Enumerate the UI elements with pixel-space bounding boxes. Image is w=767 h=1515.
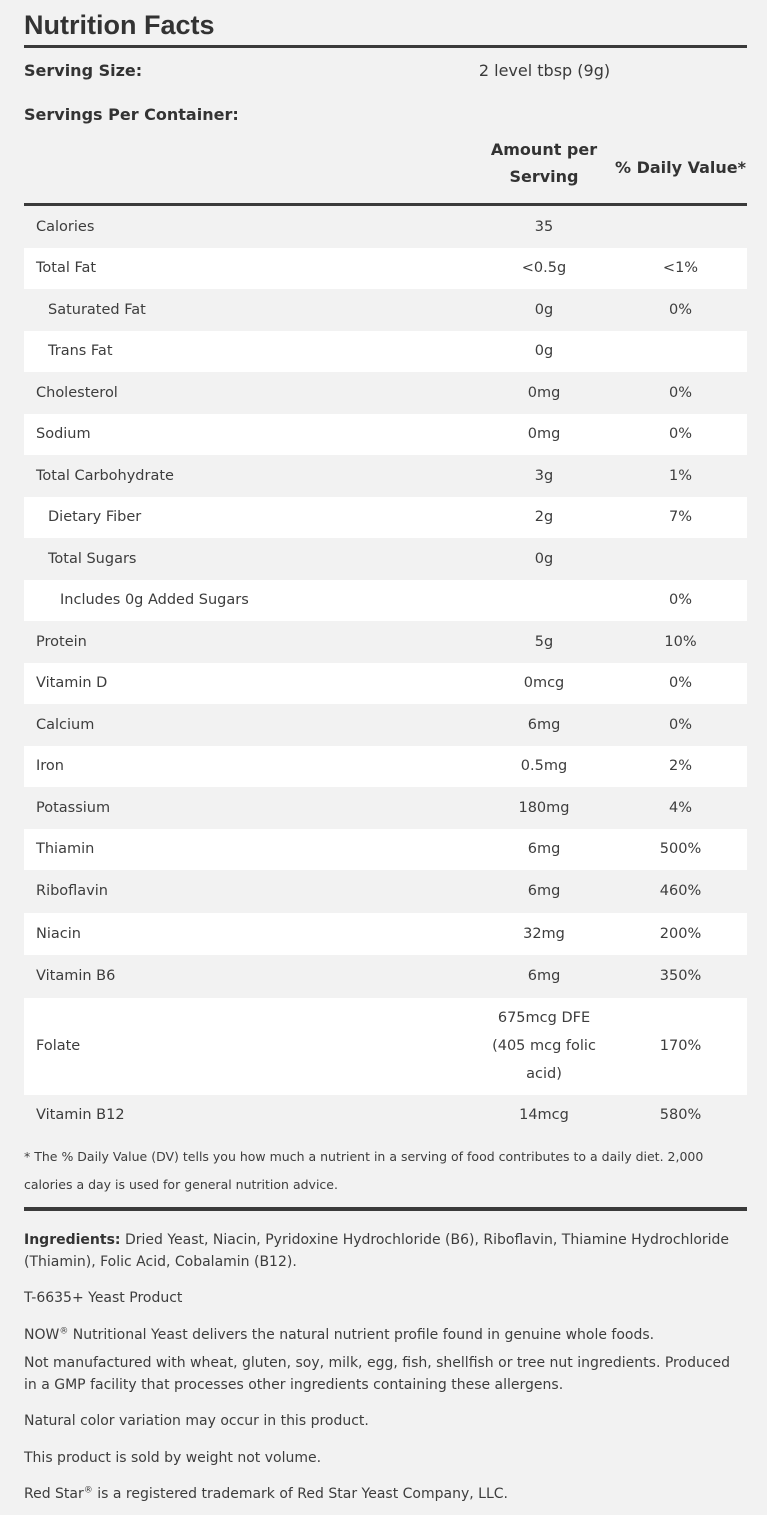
table-row — [24, 787, 747, 829]
nutrient-amount: 0mcg — [523, 675, 565, 692]
table-row — [24, 829, 747, 871]
nutrient-name: Total Sugars — [48, 550, 137, 567]
nutrient-name: Niacin — [36, 925, 81, 942]
color-note: Natural color variation may occur in this product. — [24, 1413, 369, 1429]
nutrient-name: Saturated Fat — [48, 301, 146, 318]
table-row — [24, 621, 747, 663]
nutrient-amount: 180mg — [518, 799, 570, 816]
serving-size-label: Serving Size: — [24, 61, 143, 80]
nutrient-name: Calcium — [36, 716, 95, 733]
ingredients-text: Dried Yeast, Niacin, Pyridoxine Hydrochloride (B6), Riboflavin, Thiamine Hydrochloride (Thiamin), Folic Acid, Cobalamin (B12). — [24, 1232, 730, 1270]
nutrient-name: Includes 0g Added Sugars — [60, 592, 249, 609]
table-row — [24, 497, 747, 539]
nutrient-name: Potassium — [36, 799, 111, 816]
nutrient-daily-value: 500% — [659, 841, 702, 858]
table-row — [24, 248, 747, 290]
serving-size-row — [24, 48, 747, 93]
nutrient-daily-value: 0% — [668, 716, 692, 733]
amount-column-header: Amount per Serving — [490, 140, 598, 186]
nutrient-name: Iron — [36, 758, 64, 775]
table-row — [24, 455, 747, 497]
nutrient-amount: 6mg — [527, 841, 561, 858]
daily-value-column-header: % Daily Value* — [614, 157, 747, 177]
page-title: Nutrition Facts — [24, 0, 747, 48]
table-row — [24, 998, 747, 1095]
table-row — [24, 580, 747, 622]
product-code: T-6635+ Yeast Product — [24, 1290, 183, 1306]
table-row — [24, 372, 747, 414]
nutrient-amount: 5g — [534, 633, 554, 650]
table-header — [24, 135, 747, 206]
table-row — [24, 289, 747, 331]
nutrient-daily-value: 350% — [659, 968, 702, 985]
nutrition-panel — [24, 0, 747, 1505]
nutrient-amount: 6mg — [527, 716, 561, 733]
table-row — [24, 1095, 747, 1137]
nutrient-daily-value: 1% — [668, 467, 692, 484]
table-row — [24, 870, 747, 913]
nutrient-daily-value: 7% — [668, 509, 692, 526]
table-row — [24, 206, 747, 248]
nutrient-name: Cholesterol — [36, 384, 118, 401]
nutrient-daily-value: 4% — [668, 799, 692, 816]
weight-note: This product is sold by weight not volume. — [24, 1450, 322, 1466]
nutrient-amount: 0g — [534, 343, 554, 360]
table-row — [24, 331, 747, 373]
nutrient-daily-value: 200% — [659, 925, 702, 942]
daily-value-footnote: * The % Daily Value (DV) tells you how much a nutrient in a serving of food contributes to a daily diet. 2,000 calories a day is used for general nutrition advice. — [24, 1136, 747, 1211]
nutrient-amount: 35 — [534, 218, 554, 235]
nutrient-amount: <0.5g — [521, 260, 567, 277]
now-statement: NOW® Nutritional Yeast delivers the natural nutrient profile found in genuine whole foods. — [24, 1326, 655, 1343]
allergen-statement: Not manufactured with wheat, gluten, soy, milk, egg, fish, shellfish or tree nut ingredients. Produced in a GMP facility that processes other ingredients containing these allergens. — [24, 1355, 731, 1393]
table-row — [24, 704, 747, 746]
nutrient-name: Riboflavin — [36, 883, 108, 900]
nutrient-name: Vitamin B6 — [36, 968, 116, 985]
nutrient-daily-value: 580% — [659, 1107, 702, 1124]
nutrient-daily-value: 0% — [668, 675, 692, 692]
nutrient-amount: 32mg — [523, 925, 565, 942]
nutrient-daily-value: 0% — [668, 592, 692, 609]
table-row — [24, 746, 747, 788]
nutrient-daily-value: 2% — [668, 758, 692, 775]
nutrient-table — [24, 206, 747, 1136]
nutrient-daily-value: 0% — [668, 384, 692, 401]
serving-size-value: 2 level tbsp (9g) — [478, 61, 611, 80]
table-row — [24, 414, 747, 456]
nutrient-amount: 0mg — [527, 384, 561, 401]
nutrient-name: Dietary Fiber — [48, 509, 142, 526]
ingredients — [24, 1229, 747, 1273]
nutrient-amount: 6mg — [527, 883, 561, 900]
nutrient-name: Trans Fat — [48, 343, 113, 360]
nutrient-amount: 6mg — [527, 968, 561, 985]
nutrient-name: Vitamin D — [36, 675, 108, 692]
nutrient-name: Total Carbohydrate — [36, 467, 174, 484]
nutrient-name: Calories — [36, 218, 95, 235]
nutrient-amount: 0mg — [527, 426, 561, 443]
nutrient-name: Protein — [36, 633, 87, 650]
table-row — [24, 663, 747, 705]
nutrient-name: Total Fat — [36, 260, 97, 277]
table-row — [24, 913, 747, 956]
nutrient-daily-value: 170% — [659, 1038, 702, 1054]
nutrient-amount: 2g — [534, 509, 554, 526]
ingredients-label: Ingredients: — [24, 1232, 121, 1248]
servings-per-container-label: Servings Per Container: — [24, 104, 239, 124]
nutrient-amount: 14mcg — [519, 1107, 569, 1124]
nutrient-amount: 0.5mg — [520, 758, 568, 775]
nutrient-name: Vitamin B12 — [36, 1107, 125, 1124]
nutrient-name: Folate — [36, 1038, 81, 1054]
nutrient-daily-value: 460% — [659, 883, 702, 900]
nutrient-daily-value: 0% — [668, 301, 692, 318]
nutrient-daily-value: 10% — [664, 633, 697, 650]
nutrient-daily-value: <1% — [662, 260, 699, 277]
nutrient-name: Sodium — [36, 426, 91, 443]
nutrient-amount: 675mcg DFE (405 mcg folic acid) — [492, 1010, 596, 1082]
nutrient-name: Thiamin — [36, 841, 95, 858]
trademark-note: Red Star® is a registered trademark of Red Star Yeast Company, LLC. — [24, 1485, 508, 1502]
table-row — [24, 955, 747, 998]
nutrient-amount: 0g — [534, 550, 554, 567]
nutrient-daily-value: 0% — [668, 426, 692, 443]
nutrient-amount: 3g — [534, 467, 554, 484]
nutrient-amount: 0g — [534, 301, 554, 318]
table-row — [24, 538, 747, 580]
